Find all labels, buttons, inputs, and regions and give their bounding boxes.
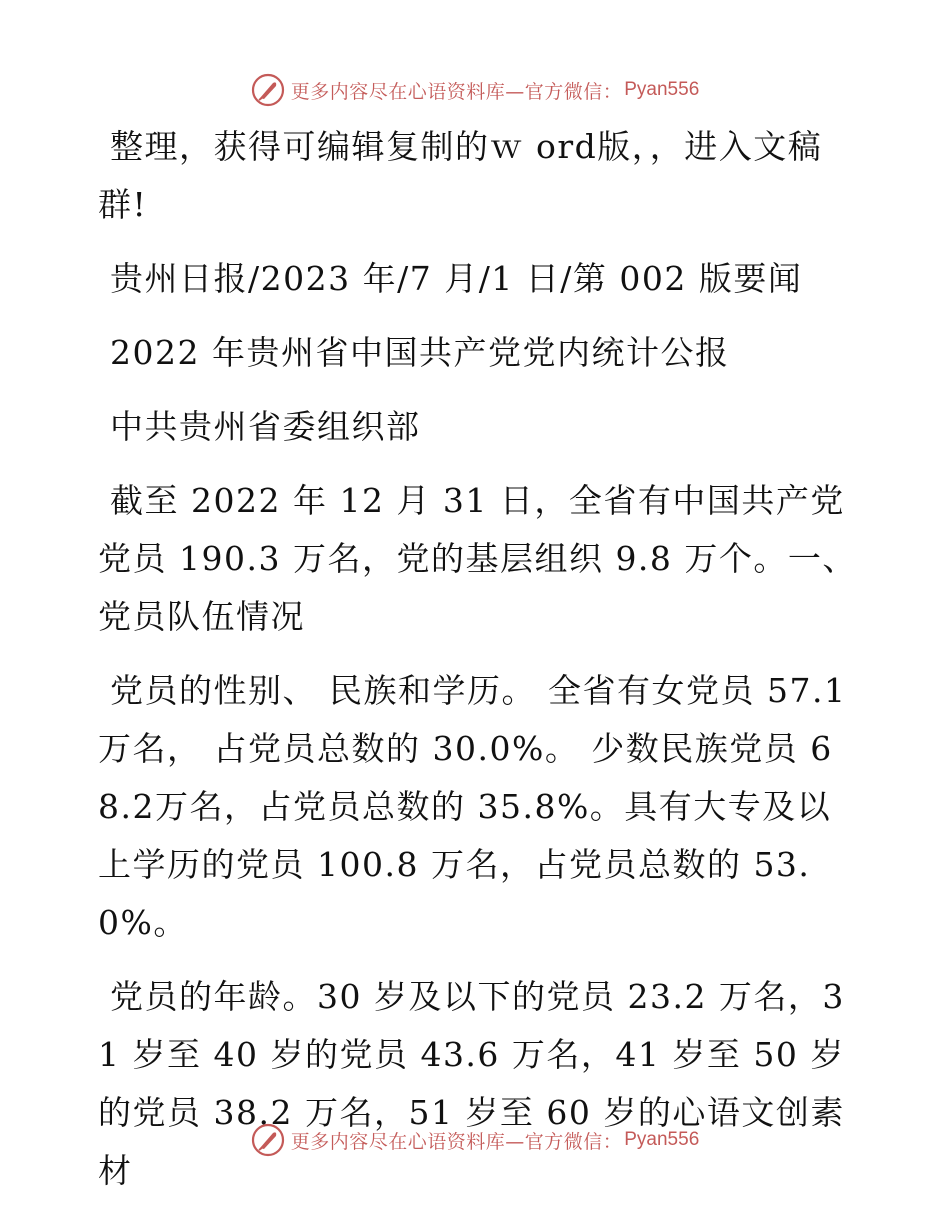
paragraph-source: 贵州日报/2023 年/7 月/1 日/第 002 版要闻	[110, 259, 803, 298]
watermark-id: Pyan556	[624, 79, 700, 100]
paragraph-intro: 整理，获得可编辑复制的ｗ ord版，，进入文稿群!	[98, 127, 823, 224]
quill-logo-icon	[251, 73, 285, 107]
document-author: 中共贵州省委组织部	[110, 407, 421, 446]
quill-logo-icon	[251, 1123, 285, 1157]
header-watermark	[0, 70, 950, 110]
footer-watermark	[0, 1120, 950, 1160]
paragraph-summary: 截至 2022 年 12 月 31 日，全省有中国共产党党员 190.3 万名，党的基层组织 9.8 万个。一、党员队伍情况	[98, 481, 857, 636]
watermark-text: 更多内容尽在心语资料库—官方微信：	[290, 80, 623, 103]
document-title: 2022 年贵州省中国共产党党内统计公报	[110, 333, 730, 372]
paragraph-age: 党员的年龄。30 岁及以下的党员 23.2 万名，31 岁至 40 岁的党员 43.6 万名，41 岁至 50 岁的党员 38.2 万名，51 岁至 60 岁的心语文创素材	[98, 977, 845, 1190]
paragraph-gender-ethnicity: 党员的性别、 民族和学历。 全省有女党员 57.1 万名， 占党员总数的 30.0%。 少数民族党员 68.2万名，占党员总数的 35.8%。具有大专及以上学历的党员 100.8 万名，占党员总数的 53.0%。	[98, 671, 847, 942]
watermark-text: 更多内容尽在心语资料库—官方微信：	[290, 1130, 623, 1153]
watermark-id: Pyan556	[624, 1129, 700, 1150]
document-body	[98, 118, 858, 1216]
